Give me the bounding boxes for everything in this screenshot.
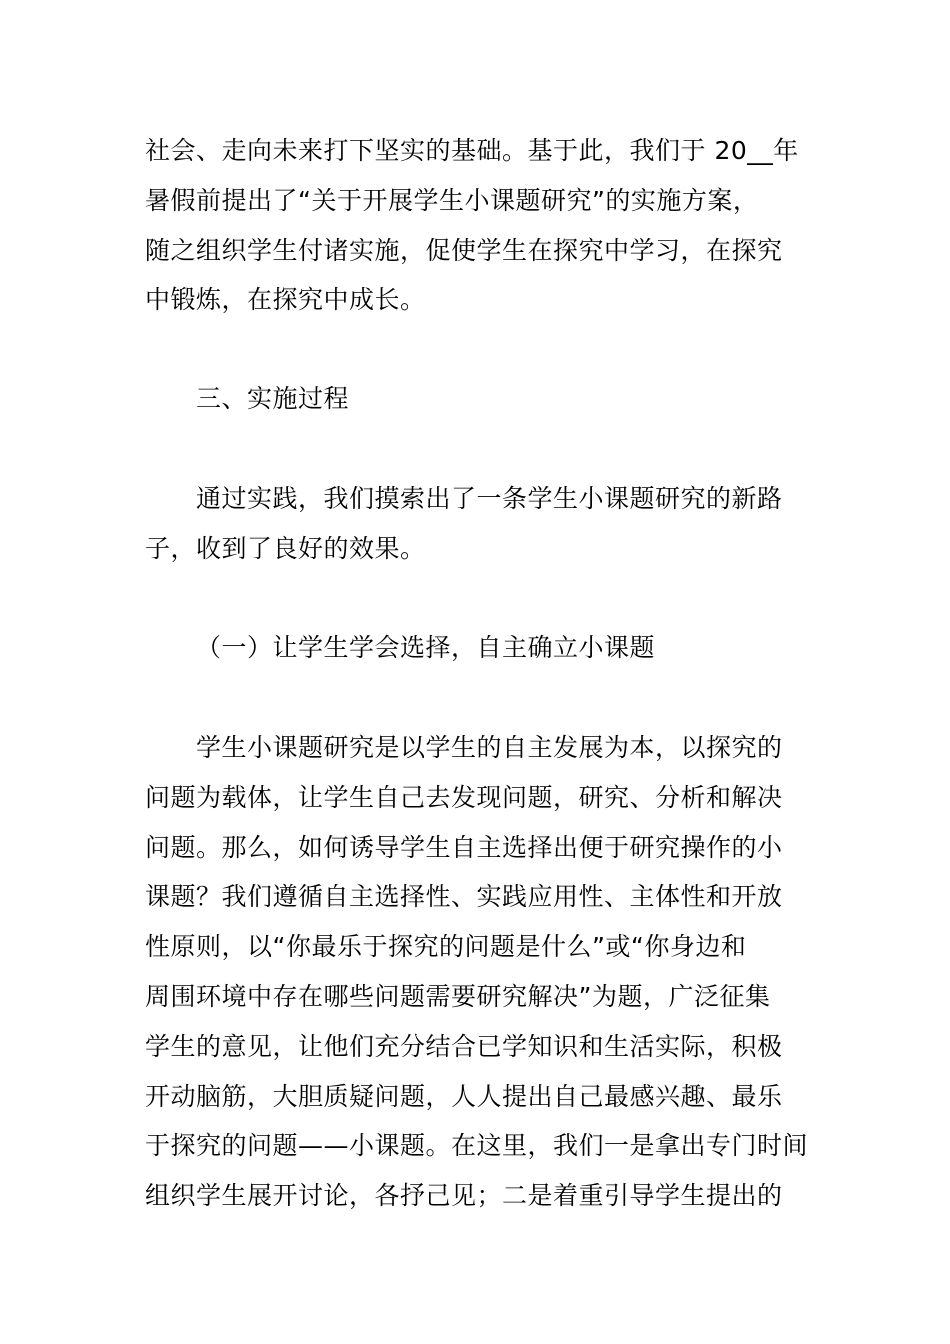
paragraph-line: 于探究的问题——小课题。在这里，我们一是拿出专门时间: [145, 1131, 809, 1160]
paragraph-line: 问题为载体，让学生自己去发现问题，研究、分析和解决: [145, 783, 783, 812]
paragraph-line: 周围环境中存在哪些问题需要研究解决”为题，广泛征集: [145, 982, 771, 1011]
paragraph-line: 社会、走向未来打下坚实的基础。基于此，我们于 20__年: [145, 136, 799, 165]
paragraph-line: 组织学生展开讨论，各抒己见；二是着重引导学生提出的: [145, 1181, 783, 1210]
paragraph-line: 性原则，以“你最乐于探究的问题是什么”或“你身边和: [145, 932, 747, 961]
paragraph-line: 学生的意见，让他们充分结合已学知识和生活实际，积极: [145, 1032, 783, 1061]
subsection-heading: （一）让学生学会选择，自主确立小课题: [196, 633, 656, 662]
paragraph-line: 学生小课题研究是以学生的自主发展为本，以探究的: [196, 733, 783, 762]
paragraph-line: 课题？我们遵循自主选择性、实践应用性、主体性和开放: [145, 882, 783, 911]
section-heading: 三、实施过程: [196, 384, 350, 413]
paragraph-line: 暑假前提出了“关于开展学生小课题研究”的实施方案，: [145, 186, 759, 215]
paragraph-line: 问题。那么，如何诱导学生自主选择出便于研究操作的小: [145, 833, 783, 862]
paragraph-line: 子，收到了良好的效果。: [145, 534, 426, 563]
paragraph-line: 中锻炼，在探究中成长。: [145, 285, 426, 314]
paragraph-line: 随之组织学生付诸实施，促使学生在探究中学习，在探究: [145, 236, 783, 265]
paragraph-line: 开动脑筋，大胆质疑问题，人人提出自己最感兴趣、最乐: [145, 1082, 783, 1111]
paragraph-line: 通过实践，我们摸索出了一条学生小课题研究的新路: [196, 484, 783, 513]
